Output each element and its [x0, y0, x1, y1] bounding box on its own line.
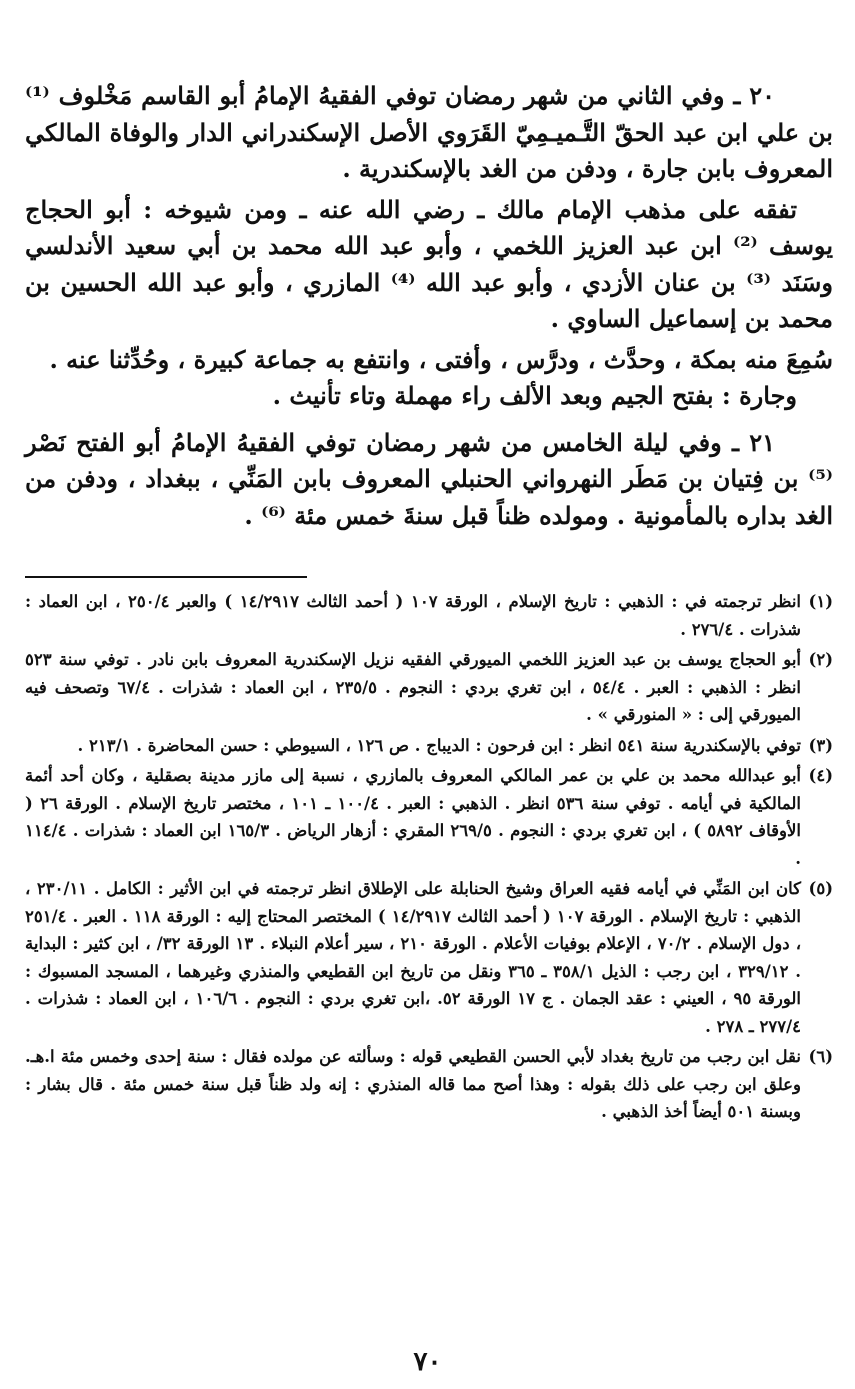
teachers-paragraph: تفقه على مذهب الإمام مالك ـ رضي الله عنه ـ ومن شيوخه : أبو الحجاج يوسف ⁽²⁾ ابن عبد العزيز اللخمي ، وأبو عبد الله محمد بن أبي سعيد الأندلسي وسَنَد ⁽³⁾ بن عنان الأزدي ، وأبو عبد الله ⁽⁴⁾ المازري ، وأبو عبد الله الحسين بن محمد بن إسماعيل الساوي . [25, 194, 834, 333]
footnotes [25, 588, 833, 1126]
footnote [25, 588, 833, 643]
footnote-number: (٦) [808, 1047, 833, 1066]
footnote [25, 762, 833, 872]
footnote [25, 732, 833, 760]
footnote-divider [25, 576, 307, 578]
footnote [25, 875, 833, 1040]
footnote-number: (١) [808, 592, 833, 611]
footnote-text: أبو الحجاج يوسف بن عبد العزيز اللخمي الميورقي الفقيه نزيل الإسكندرية المعروف بابن نادر . توفي سنة ٥٢٣ انظر : الذهبي : العبر . ٥٤/٤ ، ابن تغري بردي : النجوم . ٢٣٥/٥ ، ابن العماد : شذرات . ٦٧/٤ وتصحف فيه الميورقي إلى : « المنورقي » . [25, 650, 801, 724]
footnote-text: أبو عبدالله محمد بن علي بن عمر المالكي المعروف بالمازري ، نسبة إلى مازر مدينة بصقلية ، وكان أحد أئمة المالكية في أيامه . توفي سنة ٥٣٦ انظر . الذهبي : العبر . ١٠٠/٤ ـ ١٠١ ، مختصر تاريخ الإسلام . الورقة ٢٦ ( الأوقاف ٥٨٩٢ ) ، ابن تغري بردي : النجوم . ٢٦٩/٥ المقري : أزهار الرياض . ١٦٥/٣ ابن العماد : شذرات . ١١٤/٤ . [25, 766, 801, 868]
footnote-text: توفي بالإسكندرية سنة ٥٤١ انظر : ابن فرحون : الديباج . ص ١٢٦ ، السيوطي : حسن المحاضرة . ٢١٣/١ . [77, 735, 801, 755]
book-page [25, 78, 833, 1378]
footnote-number: (٥) [808, 879, 833, 898]
footnote [25, 1043, 833, 1126]
footnote-text: انظر ترجمته في : الذهبي : تاريخ الإسلام ، الورقة ١٠٧ ( أحمد الثالث ١٤/٢٩١٧ ) والعبر ٢٥٠/٤ ، ابن العماد : شذرات . ٢٧٦/٤ . [25, 592, 801, 639]
name-vocalization-paragraph: وجارة : بفتح الجيم وبعد الألف راء مهملة وتاء تأنيث . [272, 381, 797, 410]
footnote-text: نقل ابن رجب من تاريخ بغداد لأبي الحسن القطيعي قوله : وسألته عن مولده فقال : سنة إحدى وخمس مئة ا.هـ. وعلق ابن رجب على ذلك بقوله : وهذا أصح مما قاله المنذري : إنه ولد ظناً قبل سنة خمس مئة . قال بشار : وبسنة ٥٠١ أيضاً أخذ الذهبي . [25, 1047, 801, 1121]
footnote-number: (٢) [808, 650, 833, 669]
footnote-number: (٤) [808, 766, 833, 785]
footnote-number: (٣) [808, 735, 833, 755]
footnote-text: كان ابن المَنِّي في أيامه فقيه العراق وشيخ الحنابلة على الإطلاق انظر ترجمته في ابن الأثير : الكامل . ٢٣٠/١١ ، الذهبي : تاريخ الإسلام . الورقة ١٠٧ ( أحمد الثالث ١٤/٢٩١٧ ) المختصر المحتاج إليه : الورقة ١١٨ . العبر . ٢٥١/٤ ، دول الإسلام . ٧٠/٢ ، الإعلام بوفيات الأعلام . الورقة ٢١٠ ، سير أعلام النبلاء . ١٣ الورقة ٣٢/ ، ابن كثير : البداية . ٣٢٩/١٢ ، ابن رجب : الذيل ٣٥٨/١ ـ ٣٦٥ ونقل من تاريخ ابن القطيعي والمنذري وغيرهما ، المسجد المسبوك : الورقة ٩٥ ، العيني : عقد الجمان . ج ١٧ الورقة ٥٢. ،ابن تغري بردي : النجوم . ١٠٦/٦ ، ابن العماد : شذرات . ٢٧٧/٤ ـ ٢٧٨ . [25, 879, 802, 1036]
page-number: ٧٠ [413, 1347, 442, 1377]
entry-20-paragraph: ٢٠ ـ وفي الثاني من شهر رمضان توفي الفقيهُ الإمامُ أبو القاسم مَخْلوف ⁽¹⁾ بن علي ابن عبد الحقّ التَّـميـمِيّ القَرَوي الأصل الإسكندراني الدار والوفاة المالكي المعروف بابن جارة ، ودفن من الغد بالإسكندرية . [25, 81, 833, 183]
footnote [25, 646, 833, 729]
activity-paragraph: سُمِعَ منه بمكة ، وحدَّث ، ودرَّس ، وأفتى ، وانتفع به جماعة كبيرة ، وحُدِّثنا عنه . [49, 344, 833, 374]
main-text [25, 78, 833, 534]
entry-21-paragraph: ٢١ ـ وفي ليلة الخامس من شهر رمضان توفي الفقيهُ الإمامُ أبو الفتح نَصْر ⁽⁵⁾ بن فِتيان بن مَطَر النهرواني الحنبلي المعروف بابن المَنِّي ، ببغداد ، ودفن من الغد بداره بالمأمونية . ومولده ظناً قبل سنةَ خمس مئة ⁽⁶⁾ . [25, 427, 833, 530]
